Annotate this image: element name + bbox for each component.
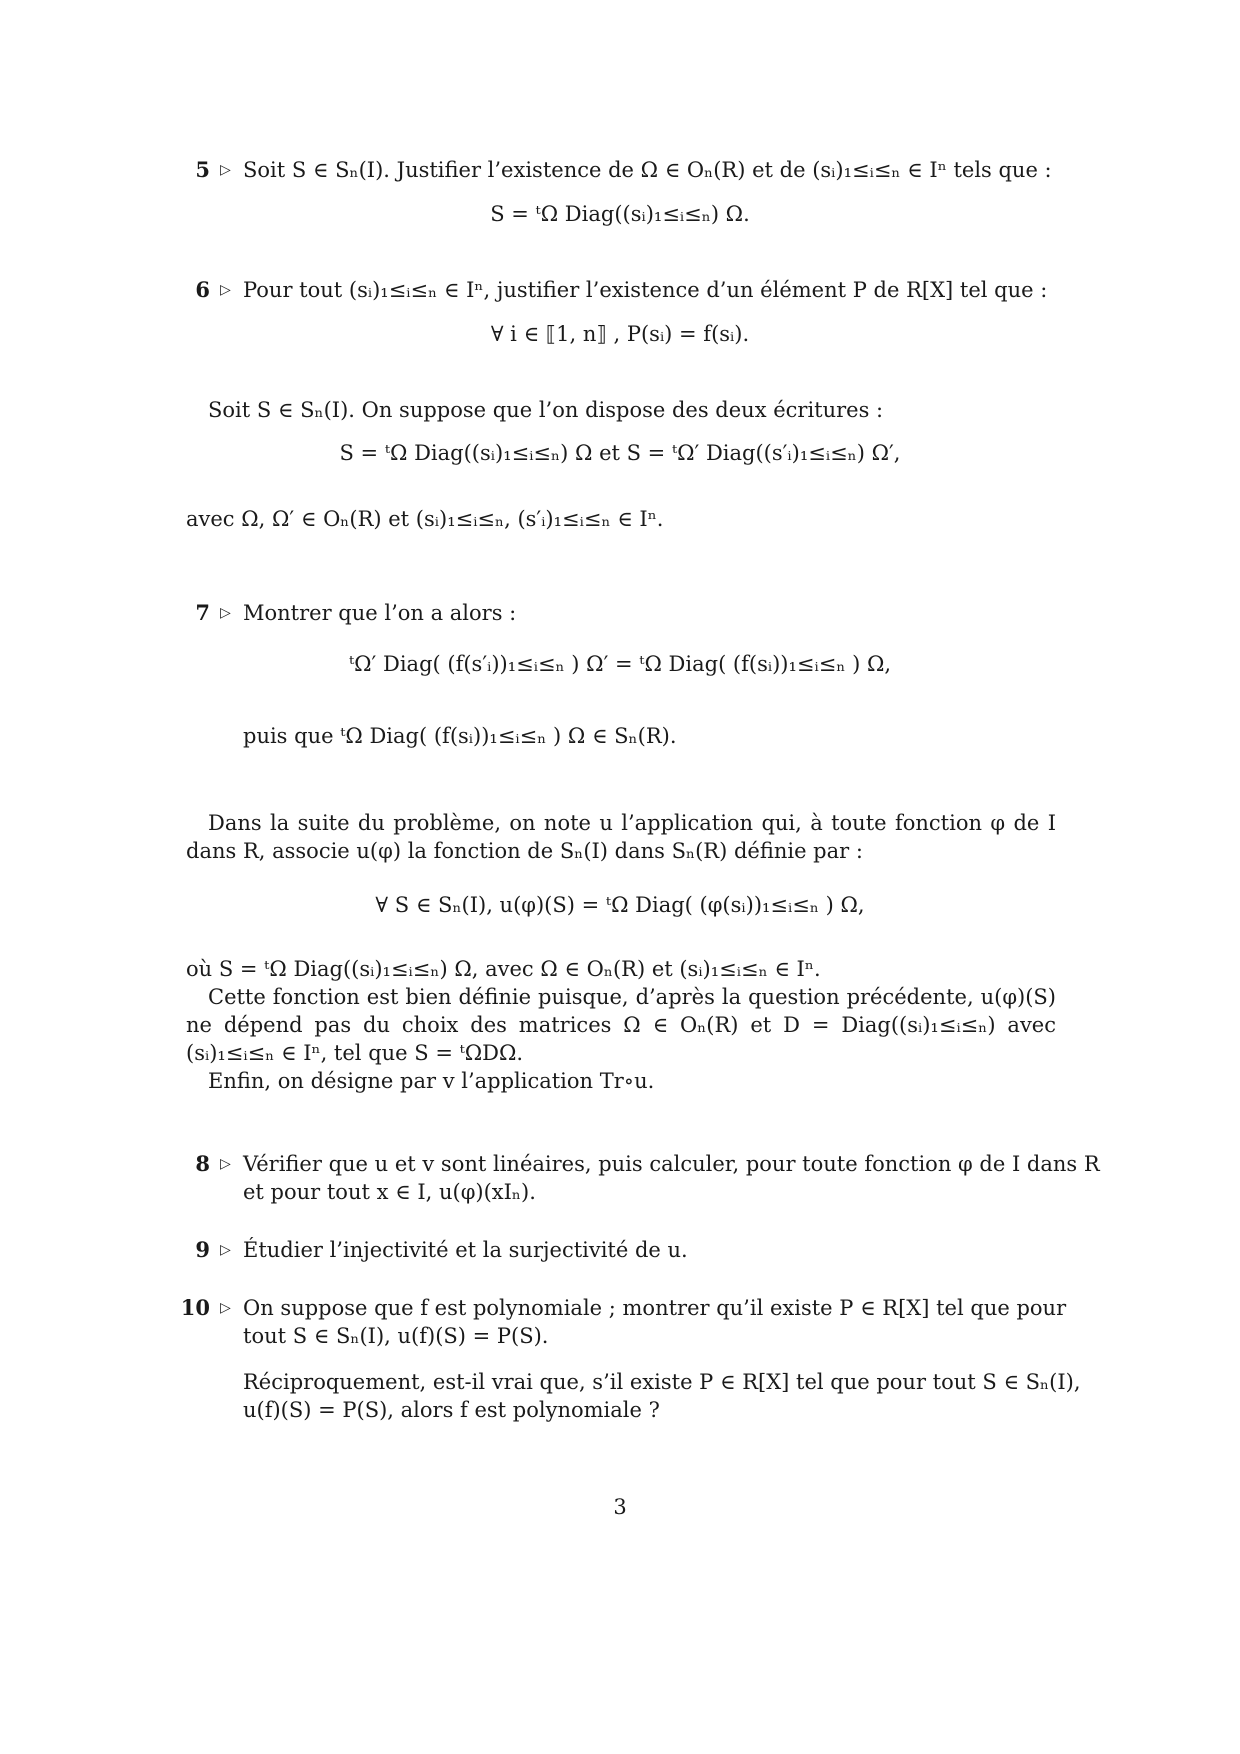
equation-q7: ᵗΩ′ Diag( (f(s′ᵢ))₁≤ᵢ≤ₙ ) Ω′ = ᵗΩ Diag( (f(sᵢ))₁≤ᵢ≤ₙ ) Ω,	[348, 652, 892, 676]
question-number: 6	[195, 277, 210, 302]
question-text: Pour tout (sᵢ)₁≤ᵢ≤ₙ ∈ Iⁿ, justifier l’existence d’un élément P de R[X] tel que :	[243, 278, 1048, 302]
question-text: On suppose que f est polynomiale ; montrer qu’il existe P ∈ R[X] tel que pour	[243, 1296, 1067, 1320]
triangle-marker-icon: ▷	[220, 1300, 231, 1316]
equation-u-definition: ∀ S ∈ Sₙ(I), u(φ)(S) = ᵗΩ Diag( (φ(sᵢ))₁≤ᵢ≤ₙ ) Ω,	[375, 893, 865, 917]
equation-q6: ∀ i ∈ ⟦1, n⟧ , P(sᵢ) = f(sᵢ).	[490, 322, 750, 346]
question-text: Soit S ∈ Sₙ(I). Justifier l’existence de Ω ∈ Oₙ(R) et de (sᵢ)₁≤ᵢ≤ₙ ∈ Iⁿ tels que :	[243, 158, 1052, 182]
paragraph-cette-fonction: Cette fonction est bien définie puisque, d’après la question précédente, u(φ)(S) ne dépend pas du choix des matrices Ω ∈ Oₙ(R) et D = Diag((sᵢ)₁≤ᵢ≤ₙ) avec (sᵢ)₁≤ᵢ≤ₙ ∈ Iⁿ, tel que S = ᵗΩDΩ.	[186, 985, 1056, 1065]
triangle-marker-icon: ▷	[220, 1156, 231, 1172]
question-text: Montrer que l’on a alors :	[243, 601, 517, 625]
paragraph-line: avec Ω, Ω′ ∈ Oₙ(R) et (sᵢ)₁≤ᵢ≤ₙ, (s′ᵢ)₁≤ᵢ≤ₙ ∈ Iⁿ.	[186, 507, 664, 531]
question-number: 10	[180, 1295, 210, 1320]
question-text: Vérifier que u et v sont linéaires, puis calculer, pour toute fonction φ de I dans R	[243, 1152, 1100, 1176]
question-text: Réciproquement, est-il vrai que, s’il existe P ∈ R[X] tel que pour tout S ∈ Sₙ(I),	[243, 1370, 1081, 1394]
paragraph-line: où S = ᵗΩ Diag((sᵢ)₁≤ᵢ≤ₙ) Ω, avec Ω ∈ Oₙ(R) et (sᵢ)₁≤ᵢ≤ₙ ∈ Iⁿ.	[186, 957, 821, 981]
paragraph-line: Enfin, on désigne par v l’application Tr∘u.	[208, 1069, 655, 1093]
question-number: 7	[195, 600, 210, 625]
page-number: 3	[613, 1495, 627, 1519]
question-text: tout S ∈ Sₙ(I), u(f)(S) = P(S).	[243, 1324, 549, 1348]
question-text: Étudier l’injectivité et la surjectivité de u.	[243, 1238, 688, 1262]
question-text: et pour tout x ∈ I, u(φ)(xIₙ).	[243, 1180, 536, 1204]
triangle-marker-icon: ▷	[220, 605, 231, 621]
equation-q5: S = ᵗΩ Diag((sᵢ)₁≤ᵢ≤ₙ) Ω.	[490, 202, 750, 226]
question-text: u(f)(S) = P(S), alors f est polynomiale ?	[243, 1398, 660, 1422]
question-number: 9	[195, 1237, 210, 1262]
question-number: 5	[195, 157, 210, 182]
triangle-marker-icon: ▷	[220, 282, 231, 298]
question-text: puis que ᵗΩ Diag( (f(sᵢ))₁≤ᵢ≤ₙ ) Ω ∈ Sₙ(R).	[243, 724, 677, 748]
question-number: 8	[195, 1151, 210, 1176]
paragraph-line: Soit S ∈ Sₙ(I). On suppose que l’on dispose des deux écritures :	[208, 398, 884, 422]
triangle-marker-icon: ▷	[220, 1242, 231, 1258]
paragraph-dans-la-suite: Dans la suite du problème, on note u l’application qui, à toute fonction φ de I dans R, associe u(φ) la fonction de Sₙ(I) dans Sₙ(R) définie par :	[186, 811, 1056, 863]
triangle-marker-icon: ▷	[220, 162, 231, 178]
equation-two-writings: S = ᵗΩ Diag((sᵢ)₁≤ᵢ≤ₙ) Ω et S = ᵗΩ′ Diag((s′ᵢ)₁≤ᵢ≤ₙ) Ω′,	[339, 441, 901, 465]
